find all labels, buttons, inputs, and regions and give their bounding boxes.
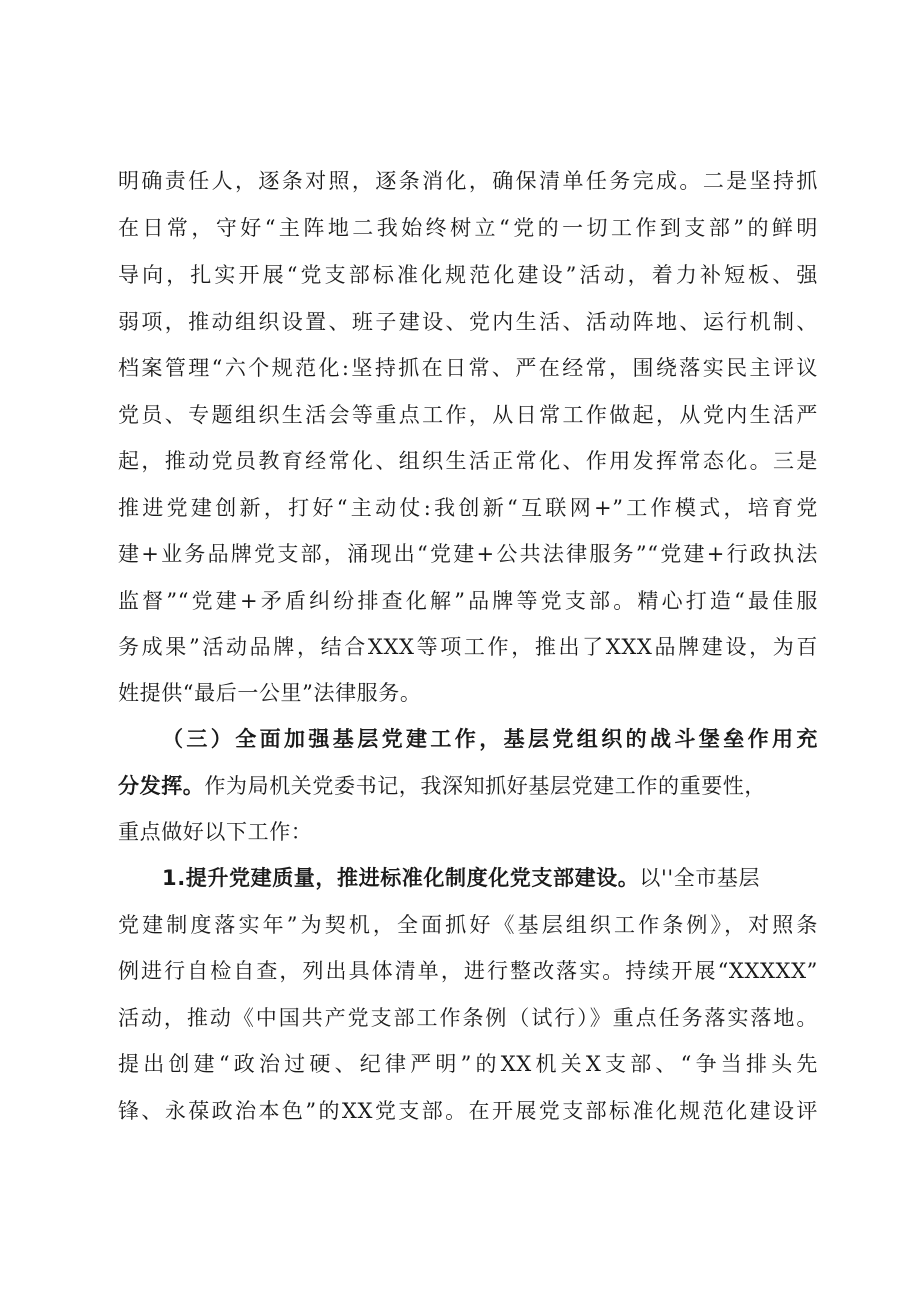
paragraph-line: 党建制度落实年”为契机，全面抓好《基层组织工作条例》，对照条	[118, 913, 818, 937]
paragraph-line: 建+业务品牌党支部，涌现出“党建+公共法律服务”“党建+行政执法	[118, 542, 818, 566]
paragraph-line: 例进行自检自查，列出具体清单，进行整改落实。持续开展“XXXXX”	[118, 959, 818, 983]
section-text: 作为局机关党委书记，我深知抓好基层党建工作的重要性，	[204, 774, 767, 798]
paragraph-line: 起，推动党员教育经常化、组织生活正常化、作用发挥常态化。三是	[118, 449, 818, 473]
paragraph-line: 重点做好以下工作：	[118, 820, 313, 844]
item-heading-bold: 1.提升党建质量，推进标准化制度化党支部建设。	[162, 866, 640, 890]
paragraph-line: 活动，推动《中国共产党支部工作条例（试行）》重点任务落实落地。	[118, 1006, 818, 1030]
section-heading-continuation	[118, 771, 818, 801]
paragraph-line: 档案管理“六个规范化:坚持抓在日常、严在经常，围绕落实民主评议	[118, 356, 818, 380]
paragraph-line: 导向，扎实开展“党支部标准化规范化建设”活动，着力补短板、强	[118, 263, 818, 287]
paragraph-line: 明确责任人，逐条对照，逐条消化，确保清单任务完成。二是坚持抓	[118, 169, 818, 193]
paragraph-line: 党员、专题组织生活会等重点工作，从日常工作做起，从党内生活严	[118, 403, 818, 427]
paragraph-line: 务成果”活动品牌，结合XXX等项工作，推出了XXX品牌建设，为百	[118, 635, 818, 659]
section-heading: （三）全面加强基层党建工作，基层党组织的战斗堡垒作用充	[162, 727, 818, 751]
paragraph-line: 锋、永葆政治本色”的XX党支部。在开展党支部标准化规范化建设评	[118, 1099, 818, 1123]
item-heading-text: 以''全市基层	[639, 866, 761, 890]
section-heading-bold: 分发挥。	[118, 774, 205, 798]
paragraph-line: 姓提供“最后一公里”法律服务。	[118, 681, 422, 705]
paragraph-line: 监督”“党建+矛盾纠纷排查化解”品牌等党支部。精心打造“最佳服	[118, 589, 818, 613]
paragraph-line: 提出创建“政治过硬、纪律严明”的XX机关X支部、“争当排头先	[118, 1052, 818, 1076]
paragraph-line: 在日常，守好“主阵地二我始终树立“党的一切工作到支部”的鲜明	[118, 216, 818, 240]
paragraph-line: 推进党建创新，打好“主动仗:我创新“互联网+”工作模式，培育党	[118, 496, 818, 520]
item-heading	[162, 863, 818, 893]
paragraph-line: 弱项，推动组织设置、班子建设、党内生活、活动阵地、运行机制、	[118, 310, 818, 334]
